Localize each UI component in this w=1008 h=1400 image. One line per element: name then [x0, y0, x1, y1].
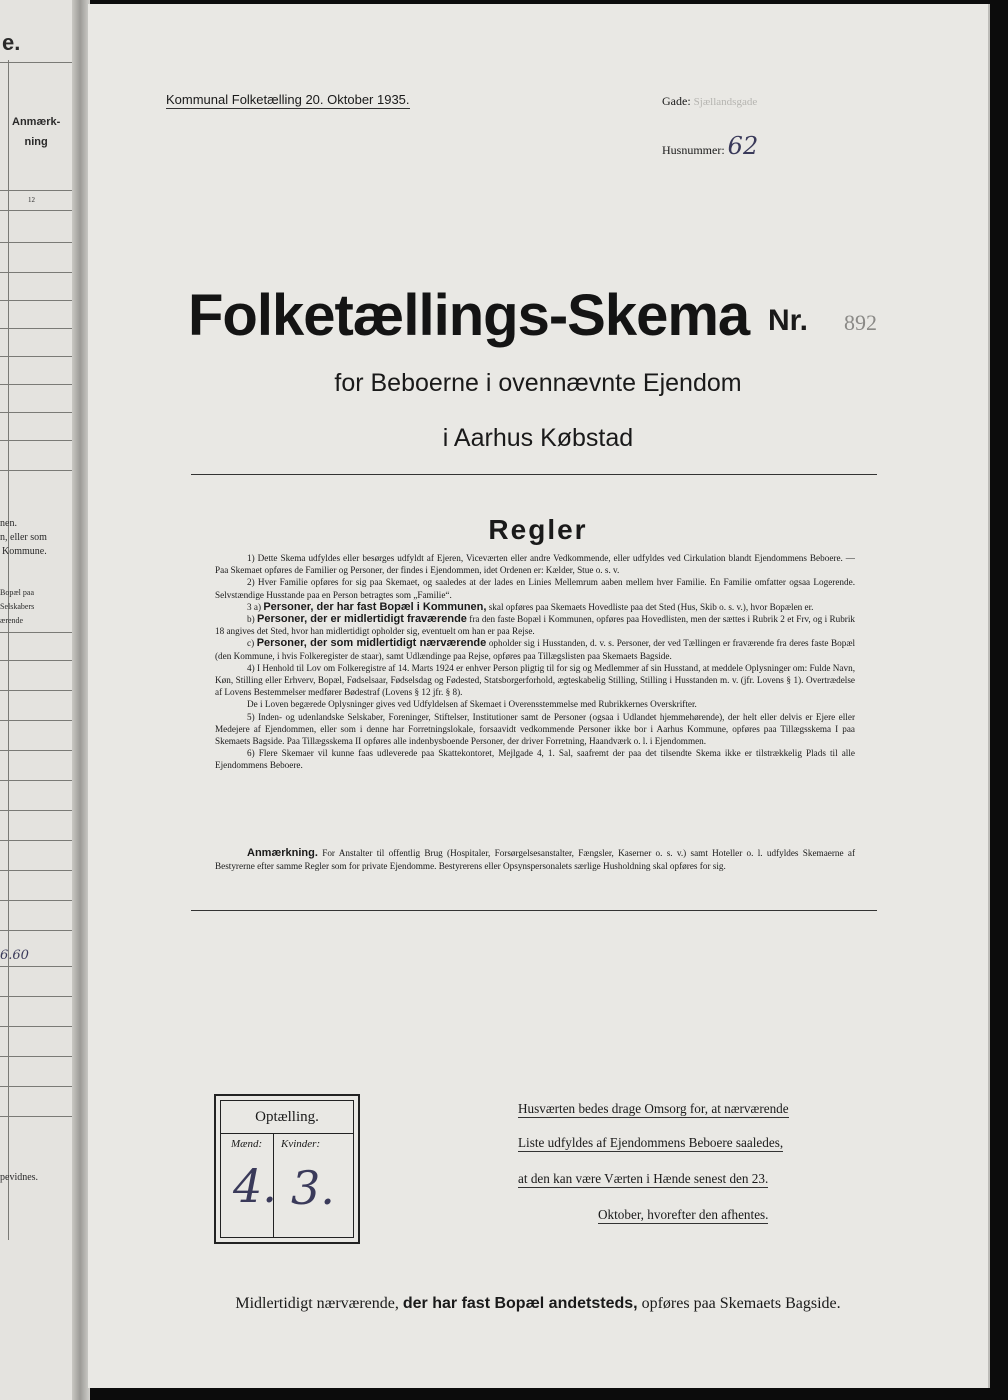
left-note-line: n, eller som [0, 532, 47, 543]
street-value: Sjællandsgade [693, 96, 758, 108]
left-rule [0, 966, 72, 967]
left-rule [0, 210, 72, 211]
left-rule [0, 690, 72, 691]
left-rule [0, 300, 72, 301]
rule-2: 2) Hver Familie opføres for sig paa Skemaet, og saaledes at der lades en Linies Mellemrum aaben mellem hver Familie. En Familie omfatter ogsaa Logerende. Selvstændige Husstande paa en Person betragtes som „Familie“. [215, 577, 855, 600]
notice-line: Husværten bedes drage Omsorg for, at nærværende [518, 1101, 789, 1116]
census-title: Kommunal Folketælling 20. Oktober 1935. [166, 92, 410, 107]
rule-3c-emphasis: Personer, der som midlertidigt nærværende [256, 637, 487, 650]
street-field [662, 94, 757, 109]
left-rule [0, 384, 72, 385]
rule-3b: b) Personer, der er midlertidigt fraværende fra den faste Bopæl i Kommunen, opføres paa Hovedlisten, men der sættes i Rubrik 2 et Frv, og i Rubrik 18 angives det Sted, hvor han midlertidigt opholder sig, eventuelt om han er paa Rejse. [215, 613, 856, 637]
rule-4: 4) I Henhold til Lov om Folkeregistre af 14. Marts 1924 er enhver Person pligtig til for sig og Medlemmer af sin Husstand, at meddele Oplysninger om: Fulde Navn, Køn, Stilling eller Erhverv, Bopæl, Fødselsaar, Fødselsdag og Fødested, Statsborgerforhold, ægteskabelig Stilling, Stilling i Husstanden m. v. (jfr. Lovens § 1). Overtrædelse af Lovens Bestemmelser medfører Bødestraf (Lovens § 12 jfr. § 8). [215, 662, 855, 698]
left-rule [0, 780, 72, 781]
rule-4b: De i Loven begærede Oplysninger gives ved Udfyldelsen af Skemaet i Overensstemmelse med Rubrikkernes Overskrifter. [247, 699, 697, 710]
form-number-label: Nr. [768, 304, 809, 337]
rule-1: 1) Dette Skema udfyldes eller besørges udfyldt af Ejeren, Viceværten eller andre Vedkommende, eller udfyldes ved Cirkulation blandt Ejendommens Beboere. — Paa Skemaet opføres de Familier og Personer, der findes i Ejendommen, idet Ordenen er: Kælder, Stue o. s. v. [215, 553, 855, 576]
left-rule [0, 810, 72, 811]
notice-line: Oktober, hvorefter den afhentes. [598, 1207, 769, 1222]
left-footer-fragment: pevidnes. [0, 1172, 39, 1183]
left-rule [0, 1056, 72, 1057]
left-note-line: Kommune. [2, 546, 47, 557]
notice-line: at den kan være Værten i Hænde senest den 23. [518, 1171, 769, 1186]
left-rule [0, 356, 72, 357]
rules-heading: Regler [488, 514, 588, 545]
men-label: Mænd: [231, 1138, 263, 1150]
left-page-fragment [0, 0, 81, 1400]
street-label: Gade: [662, 94, 691, 108]
left-rule [0, 328, 72, 329]
left-rule [0, 870, 72, 871]
left-column-line [8, 60, 9, 1240]
rule-5: 5) Inden- og udenlandske Selskaber, Foreninger, Stiftelser, Institutioner samt de Personer (ogsaa i Udlandet hjemmehørende), der helt eller delvis er Ejere eller Medejere af Ejendommen, eller som i denne har Forretningslokale, forsaavidt vedkommende Personer ikke bor i Aarhus Kommune, opføres paa Tillægsskema I paa Skemaets Bagside. Paa Tillægsskema II opføres alle indenbysboende Personer, der driver Forretning, Haandværk o. l. i Ejendommen. [215, 711, 855, 747]
left-note-line: Selskabers [0, 602, 35, 611]
rules-body [215, 552, 855, 772]
left-rule [0, 750, 72, 751]
left-heading-fragment: e. [2, 30, 21, 55]
rule-3b-emphasis: Personer, der er midlertidigt fraværende [257, 613, 467, 626]
left-rule [0, 440, 72, 441]
footer-note: Midlertidigt nærværende, der har fast Bopæl andetsteds, opføres paa Skemaets Bagside. [235, 1295, 841, 1312]
left-rule [0, 1026, 72, 1027]
left-handwritten-value: 6.60 [0, 948, 29, 963]
left-column-number: 12 [28, 196, 35, 204]
left-rule [0, 996, 72, 997]
left-rule [0, 720, 72, 721]
left-column-header: Anmærk- ning [12, 116, 61, 148]
left-note-line: ærende [0, 616, 24, 625]
census-form-page [88, 4, 990, 1388]
notice-line: Liste udfyldes af Ejendommens Beboere saaledes, [518, 1135, 784, 1150]
left-rule [0, 930, 72, 931]
left-rule [0, 1116, 72, 1117]
left-note-line: nen. [0, 518, 17, 529]
left-rule [0, 62, 72, 63]
left-rule [0, 660, 72, 661]
rule-3c: c) Personer, der som midlertidigt nærværende opholder sig i Husstanden, d. v. s. Personer, der ved Tællingen er fraværende fra deres faste Bopæl (den Kommune, i hvis Folkeregister de staar), samt Udlændinge paa Rejse, opføres paa Tillægslisten paa Skemaets Bagside. [215, 637, 856, 661]
house-number-label: Husnummer: [662, 143, 725, 157]
left-rule [0, 272, 72, 273]
house-number-field [662, 132, 758, 160]
women-label: Kvinder: [281, 1138, 321, 1150]
left-rule [0, 470, 72, 471]
footer-emphasis: der har fast Bopæl andetsteds, [402, 1295, 638, 1312]
left-rule [0, 840, 72, 841]
house-number-value: 62 [727, 132, 759, 160]
count-box [214, 1094, 360, 1244]
men-count: 4. [233, 1159, 277, 1213]
left-note-line: Bopæl paa [0, 588, 34, 597]
rule-3a-emphasis: Personer, der har fast Bopæl i Kommunen, [263, 600, 487, 613]
women-count: 3. [291, 1161, 335, 1215]
divider [191, 474, 877, 475]
remark-section [215, 847, 855, 872]
form-number-value: 892 [844, 310, 877, 335]
left-rule [0, 190, 72, 191]
divider [191, 910, 877, 911]
left-rule [0, 412, 72, 413]
count-title: Optælling. [255, 1109, 319, 1125]
form-subtitle-city: i Aarhus Købstad [442, 424, 634, 452]
form-title: Folketællings-Skema [188, 283, 750, 348]
left-rule [0, 632, 72, 633]
rule-3a: 3 a) Personer, der har fast Bopæl i Kommunen, skal opføres paa Skemaets Hovedliste paa det Sted (Hus, Skib o. s. v.), hvor Bopælen er. [247, 600, 814, 613]
left-rule [0, 1086, 72, 1087]
left-rule [0, 900, 72, 901]
form-subtitle: for Beboerne i ovennævnte Ejendom [334, 369, 742, 397]
left-rule [0, 242, 72, 243]
remark-label: Anmærkning. [247, 847, 318, 859]
rule-6: 6) Flere Skemaer vil kunne faas udleverede paa Skattekontoret, Mejlgade 4, 1. Sal, saafremt der paa det tilsendte Skema ikke er tilstrækkelig Plads til alle Ejendommens Beboere. [215, 748, 855, 771]
remark-text: For Anstalter til offentlig Brug (Hospitaler, Forsørgelsesanstalter, Fængsler, Kaserner o. s. v.) samt Hoteller o. l. udfyldes Skemaerne af Bestyrerne efter samme Regler som for private Ejendomme. Bestyrerens eller Opsynspersonalets særlige Husholdning skal opføres for sig. [215, 848, 856, 871]
